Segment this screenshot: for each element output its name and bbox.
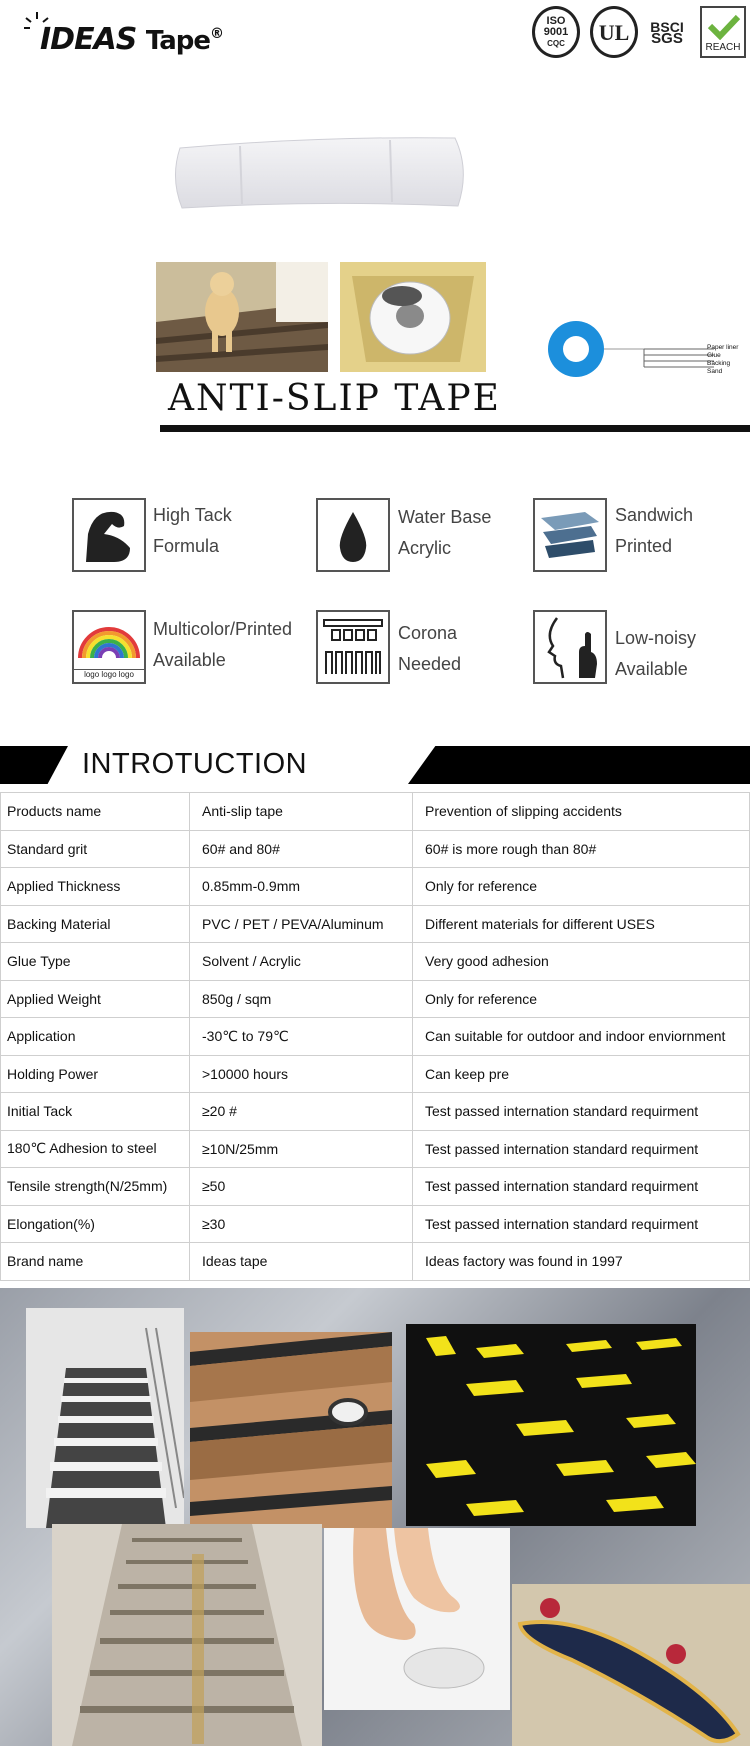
table-row	[1, 1205, 750, 1243]
spec-property-cell: Holding Power	[1, 1055, 190, 1093]
brand-suffix: Tape	[145, 26, 211, 56]
brand-logo[interactable]	[40, 22, 223, 57]
tiled-stairs-photo	[52, 1524, 322, 1746]
hero-divider	[160, 425, 750, 432]
spec-value-cell: ≥50	[190, 1168, 413, 1206]
table-row	[1, 868, 750, 906]
spec-note-cell: Only for reference	[413, 980, 750, 1018]
spec-property-cell: Applied Weight	[1, 980, 190, 1018]
spec-value-cell: -30℃ to 79℃	[190, 1018, 413, 1056]
bsci-label: BSCI	[650, 19, 684, 35]
table-row	[1, 1018, 750, 1056]
sgs-label: SGS	[651, 30, 683, 47]
spec-property-cell: Initial Tack	[1, 1093, 190, 1131]
spec-note-cell: Can suitable for outdoor and indoor enviornment	[413, 1018, 750, 1056]
spec-property-cell: Tensile strength(N/25mm)	[1, 1168, 190, 1206]
feature-line1: Corona	[398, 623, 458, 643]
spec-value-cell: Anti-slip tape	[190, 793, 413, 831]
layer-label: Paper liner	[707, 344, 739, 351]
spec-note-cell: Test passed internation standard requirment	[413, 1093, 750, 1131]
feature-corona	[398, 618, 461, 680]
logo-sample-text: logo logo logo	[74, 669, 144, 679]
spec-note-cell: 60# is more rough than 80#	[413, 830, 750, 868]
checkmark-icon	[707, 14, 741, 40]
spec-note-cell: Different materials for different USES	[413, 905, 750, 943]
spec-property-cell: Standard grit	[1, 830, 190, 868]
feature-line2: Available	[153, 650, 226, 670]
spec-property-cell: Application	[1, 1018, 190, 1056]
spec-value-cell: >10000 hours	[190, 1055, 413, 1093]
spec-note-cell: Test passed internation standard requirment	[413, 1168, 750, 1206]
spec-note-cell: Very good adhesion	[413, 943, 750, 981]
skateboard-photo	[512, 1584, 750, 1746]
ul-badge	[590, 6, 638, 58]
table-row	[1, 1055, 750, 1093]
table-row	[1, 943, 750, 981]
reach-label: REACH	[705, 42, 741, 53]
iso-sub-label: CQC	[547, 38, 565, 48]
iso-label: ISO 9001	[543, 14, 569, 38]
feature-line2: Acrylic	[398, 538, 451, 558]
wood-stairs-photo	[190, 1332, 392, 1528]
table-row	[1, 1243, 750, 1281]
spec-note-cell: Test passed internation standard requirment	[413, 1205, 750, 1243]
ul-label: UL	[598, 19, 630, 45]
spec-note-cell: Prevention of slipping accidents	[413, 793, 750, 831]
spec-value-cell: Ideas tape	[190, 1243, 413, 1281]
reach-badge	[700, 6, 746, 58]
spec-value-cell: 60# and 80#	[190, 830, 413, 868]
spec-note-cell: Can keep pre	[413, 1055, 750, 1093]
table-row	[1, 1168, 750, 1206]
feature-line1: Multicolor/Printed	[153, 619, 293, 639]
feature-line1: High Tack	[153, 505, 232, 525]
hero-title: ANTI-SLIP TAPE	[168, 378, 501, 419]
intro-title: INTROTUCTION	[82, 748, 308, 780]
table-row	[1, 793, 750, 831]
spec-note-cell: Ideas factory was found in 1997	[413, 1243, 750, 1281]
rainbow-logo-icon	[72, 610, 146, 684]
feature-high-tack	[153, 500, 232, 562]
spec-property-cell: Brand name	[1, 1243, 190, 1281]
spec-value-cell: Solvent / Acrylic	[190, 943, 413, 981]
table-row	[1, 830, 750, 868]
table-row	[1, 1093, 750, 1131]
bathtub-feet-photo	[324, 1528, 510, 1710]
spec-property-cell: Products name	[1, 793, 190, 831]
white-stairs-photo	[26, 1308, 184, 1528]
arm-icon	[72, 498, 146, 572]
application-photo-collage	[0, 1288, 750, 1746]
layer-label: Sand	[707, 368, 723, 375]
spec-value-cell: ≥30	[190, 1205, 413, 1243]
bsci-sgs-badge	[644, 8, 690, 58]
spec-value-cell: PVC / PET / PEVA/Aluminum	[190, 905, 413, 943]
table-row	[1, 905, 750, 943]
spec-property-cell: 180℃ Adhesion to steel	[1, 1130, 190, 1168]
table-row	[1, 1130, 750, 1168]
corona-treatment-icon	[316, 610, 390, 684]
quiet-face-icon	[533, 610, 607, 684]
registered-mark: ®	[210, 26, 224, 42]
feature-line2: Needed	[398, 654, 462, 674]
layer-label: Backing	[707, 360, 731, 367]
spec-property-cell: Backing Material	[1, 905, 190, 943]
spec-property-cell: Elongation(%)	[1, 1205, 190, 1243]
feature-line2: Printed	[615, 536, 673, 556]
feature-water-base	[398, 502, 491, 564]
spec-value-cell: 0.85mm-0.9mm	[190, 868, 413, 906]
spec-value-cell: ≥20 #	[190, 1093, 413, 1131]
spec-value-cell: ≥10N/25mm	[190, 1130, 413, 1168]
layer-label: Glue	[707, 352, 721, 359]
dog-on-stairs-photo	[156, 262, 328, 372]
intro-band-right	[408, 746, 750, 784]
spec-property-cell: Glue Type	[1, 943, 190, 981]
spec-property-cell: Applied Thickness	[1, 868, 190, 906]
water-drop-icon	[316, 498, 390, 572]
spec-table	[0, 792, 750, 1281]
packed-tape-box-photo	[340, 262, 486, 372]
tape-roll-image	[170, 130, 470, 210]
feature-line1: Sandwich	[615, 505, 694, 525]
intro-band-left	[0, 746, 68, 784]
feature-line1: Water Base	[398, 507, 492, 527]
feature-line2: Formula	[153, 536, 220, 556]
feature-line1: Low-noisy	[615, 628, 697, 648]
sandwich-layers-icon	[533, 498, 607, 572]
spec-value-cell: 850g / sqm	[190, 980, 413, 1018]
feature-multicolor	[153, 614, 292, 676]
layer-labels	[707, 344, 749, 376]
brand-name: IDEAS	[40, 22, 137, 57]
table-row	[1, 980, 750, 1018]
spec-note-cell: Test passed internation standard requirment	[413, 1130, 750, 1168]
feature-low-noise	[615, 623, 696, 685]
iso-9001-badge	[532, 6, 580, 58]
glow-tape-photo	[406, 1324, 696, 1526]
spec-note-cell: Only for reference	[413, 868, 750, 906]
feature-line2: Available	[615, 659, 688, 679]
feature-sandwich	[615, 500, 693, 562]
